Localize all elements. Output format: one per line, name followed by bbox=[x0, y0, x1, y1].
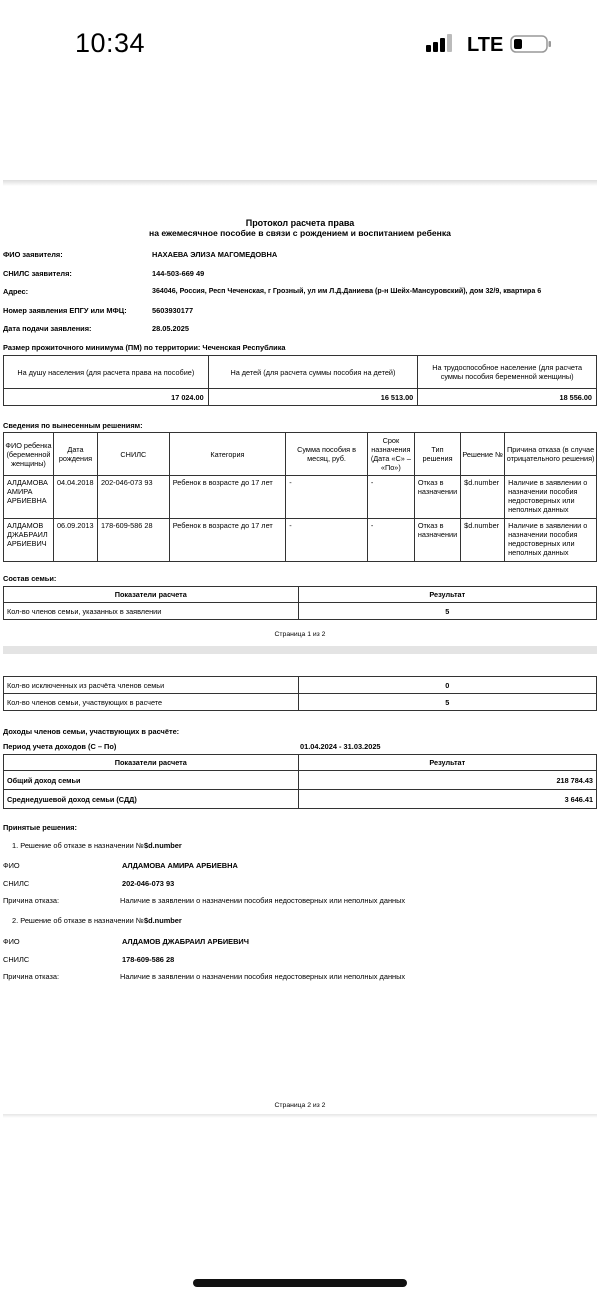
pm-value-children: 16 513.00 bbox=[208, 389, 418, 406]
cell-category: Ребенок в возрасте до 17 лет bbox=[169, 519, 286, 562]
col-result: Результат bbox=[298, 587, 597, 603]
application-date-label: Дата подачи заявления: bbox=[3, 324, 92, 333]
page-bottom-edge bbox=[3, 1114, 597, 1118]
pm-header-working: На трудоспособное население (для расчета суммы пособия беременной женщины) bbox=[418, 356, 597, 389]
decisions-table bbox=[3, 432, 597, 562]
status-time: 10:34 bbox=[75, 28, 146, 58]
col-result: Результат bbox=[298, 755, 596, 771]
page-break bbox=[3, 646, 597, 654]
refusal-2-number: $d.number bbox=[144, 916, 182, 925]
refusal-2-reason: Наличие в заявлении о назначении пособия недостоверных или неполных данных bbox=[120, 972, 406, 981]
cell-term: - bbox=[367, 476, 414, 519]
refusal-1-fio-label: ФИО bbox=[3, 861, 20, 870]
pm-value-per-capita: 17 024.00 bbox=[4, 389, 209, 406]
applicant-snils: 144-503-669 49 bbox=[152, 269, 205, 278]
accepted-title: Принятые решения: bbox=[3, 823, 77, 832]
family-table bbox=[3, 586, 597, 620]
cell-reason: Наличие в заявлении о назначении пособия недостоверных или неполных данных bbox=[505, 476, 597, 519]
cell-decision-type: Отказ в назначении bbox=[414, 519, 460, 562]
period-value: 01.04.2024 - 31.03.2025 bbox=[300, 742, 381, 751]
refusal-2-head: 2. Решение об отказе в назначении № bbox=[12, 916, 144, 925]
table-row bbox=[4, 694, 597, 711]
cell-decision-number: $d.number bbox=[461, 476, 505, 519]
table-row bbox=[4, 771, 597, 790]
cell-fio: АЛДАМОВ ДЖАБРАИЛ АРБИЕВИЧ bbox=[4, 519, 54, 562]
cell-snils: 178-609-586 28 bbox=[97, 519, 169, 562]
family-table-continued bbox=[3, 676, 597, 711]
col-category: Категория bbox=[169, 433, 286, 476]
table-row bbox=[4, 790, 597, 809]
family-count-value: 5 bbox=[298, 603, 597, 620]
refusal-2-reason-label: Причина отказа: bbox=[3, 972, 60, 981]
family-title: Состав семьи: bbox=[3, 574, 57, 583]
avg-income-value: 3 646.41 bbox=[298, 790, 596, 809]
col-decision-number: Решение № bbox=[461, 433, 505, 476]
page-number-1: Страница 1 из 2 bbox=[274, 631, 326, 638]
pm-table bbox=[3, 355, 597, 406]
col-refusal-reason: Причина отказа (в случае отрицательного решения) bbox=[505, 433, 597, 476]
cell-reason: Наличие в заявлении о назначении пособия недостоверных или неполных данных bbox=[505, 519, 597, 562]
income-table bbox=[3, 754, 597, 809]
table-row bbox=[4, 603, 597, 620]
refusal-1-snils-label: СНИЛС bbox=[3, 879, 30, 888]
table-row bbox=[4, 476, 597, 519]
cell-decision-number: $d.number bbox=[461, 519, 505, 562]
home-indicator[interactable] bbox=[193, 1279, 407, 1287]
period-label: Период учета доходов (С – По) bbox=[3, 742, 117, 751]
doc-title: Протокол расчета права bbox=[245, 218, 355, 228]
cell-fio: АЛДАМОВА АМИРА АРБИЕВНА bbox=[4, 476, 54, 519]
refusal-1-fio: АЛДАМОВА АМИРА АРБИЕВНА bbox=[122, 861, 238, 870]
refusal-1-snils: 202-046-073 93 bbox=[122, 879, 175, 888]
pm-value-working: 18 556.00 bbox=[418, 389, 597, 406]
cell-category: Ребенок в возрасте до 17 лет bbox=[169, 476, 286, 519]
decisions-title: Сведения по вынесенным решениям: bbox=[3, 421, 143, 430]
excluded-count-value: 0 bbox=[298, 677, 596, 694]
application-number: 5603930177 bbox=[152, 306, 194, 315]
applicant-snils-label: СНИЛС заявителя: bbox=[3, 269, 72, 278]
excluded-count-label: Кол-во исключенных из расчёта членов семьи bbox=[4, 677, 299, 694]
cell-term: - bbox=[367, 519, 414, 562]
cell-decision-type: Отказ в назначении bbox=[414, 476, 460, 519]
applicant-fio-label: ФИО заявителя: bbox=[3, 250, 63, 259]
cell-birth-date: 04.04.2018 bbox=[53, 476, 97, 519]
pm-title: Размер прожиточного минимума (ПМ) по территории: Чеченская Республика bbox=[3, 343, 286, 352]
refusal-1-number: $d.number bbox=[144, 841, 182, 850]
battery-icon bbox=[510, 35, 552, 53]
cell-amount: - bbox=[286, 476, 368, 519]
total-income-label: Общий доход семьи bbox=[4, 771, 299, 790]
cell-birth-date: 06.09.2013 bbox=[53, 519, 97, 562]
income-title: Доходы членов семьи, участвующих в расчёте: bbox=[3, 727, 180, 736]
pm-header-per-capita: На душу населения (для расчета права на пособие) bbox=[4, 356, 209, 389]
participating-count-value: 5 bbox=[298, 694, 596, 711]
cell-snils: 202-046-073 93 bbox=[97, 476, 169, 519]
pm-header-children: На детей (для расчета суммы пособия на детей) bbox=[208, 356, 418, 389]
page-number-2: Страница 2 из 2 bbox=[274, 1102, 326, 1109]
avg-income-label: Среднедушевой доход семьи (СДД) bbox=[4, 790, 299, 809]
application-number-label: Номер заявления ЕПГУ или МФЦ: bbox=[3, 306, 127, 315]
application-date: 28.05.2025 bbox=[152, 324, 189, 333]
refusal-2-fio-label: ФИО bbox=[3, 937, 20, 946]
applicant-address-label: Адрес: bbox=[3, 287, 29, 296]
applicant-address: 364046, Россия, Респ Чеченская, г Грозный, ул им Л.Д.Даниева (р-н Шейх-Мансуровский), дом 32/9, квартира 6 bbox=[152, 287, 542, 295]
col-birth-date: Дата рождения bbox=[53, 433, 97, 476]
signal-icon bbox=[426, 33, 456, 53]
col-snils: СНИЛС bbox=[97, 433, 169, 476]
col-decision-type: Тип решения bbox=[414, 433, 460, 476]
col-amount: Сумма пособия в месяц, руб. bbox=[286, 433, 368, 476]
participating-count-label: Кол-во членов семьи, участвующих в расчете bbox=[4, 694, 299, 711]
refusal-2-snils-label: СНИЛС bbox=[3, 955, 30, 964]
refusal-2-fio: АЛДАМОВ ДЖАБРАИЛ АРБИЕВИЧ bbox=[122, 937, 249, 946]
applicant-fio: НАХАЕВА ЭЛИЗА МАГОМЕДОВНА bbox=[152, 250, 278, 259]
col-child-fio: ФИО ребенка (беременной женщины) bbox=[4, 433, 54, 476]
total-income-value: 218 784.43 bbox=[298, 771, 596, 790]
col-term: Срок назначения (Дата «С» – «По») bbox=[367, 433, 414, 476]
col-indicators: Показатели расчета bbox=[4, 755, 299, 771]
family-count-label: Кол-во членов семьи, указанных в заявлении bbox=[4, 603, 299, 620]
table-row bbox=[4, 519, 597, 562]
cell-amount: - bbox=[286, 519, 368, 562]
network-label: LTE bbox=[467, 34, 504, 56]
page-top-edge bbox=[3, 180, 597, 186]
refusal-2-snils: 178-609-586 28 bbox=[122, 955, 175, 964]
refusal-1-reason-label: Причина отказа: bbox=[3, 896, 60, 905]
refusal-1-head: 1. Решение об отказе в назначении № bbox=[12, 841, 144, 850]
refusal-1-reason: Наличие в заявлении о назначении пособия недостоверных или неполных данных bbox=[120, 896, 406, 905]
table-row bbox=[4, 677, 597, 694]
doc-subtitle: на ежемесячное пособие в связи с рождением и воспитанием ребенка bbox=[149, 228, 451, 238]
col-indicators: Показатели расчета bbox=[4, 587, 299, 603]
